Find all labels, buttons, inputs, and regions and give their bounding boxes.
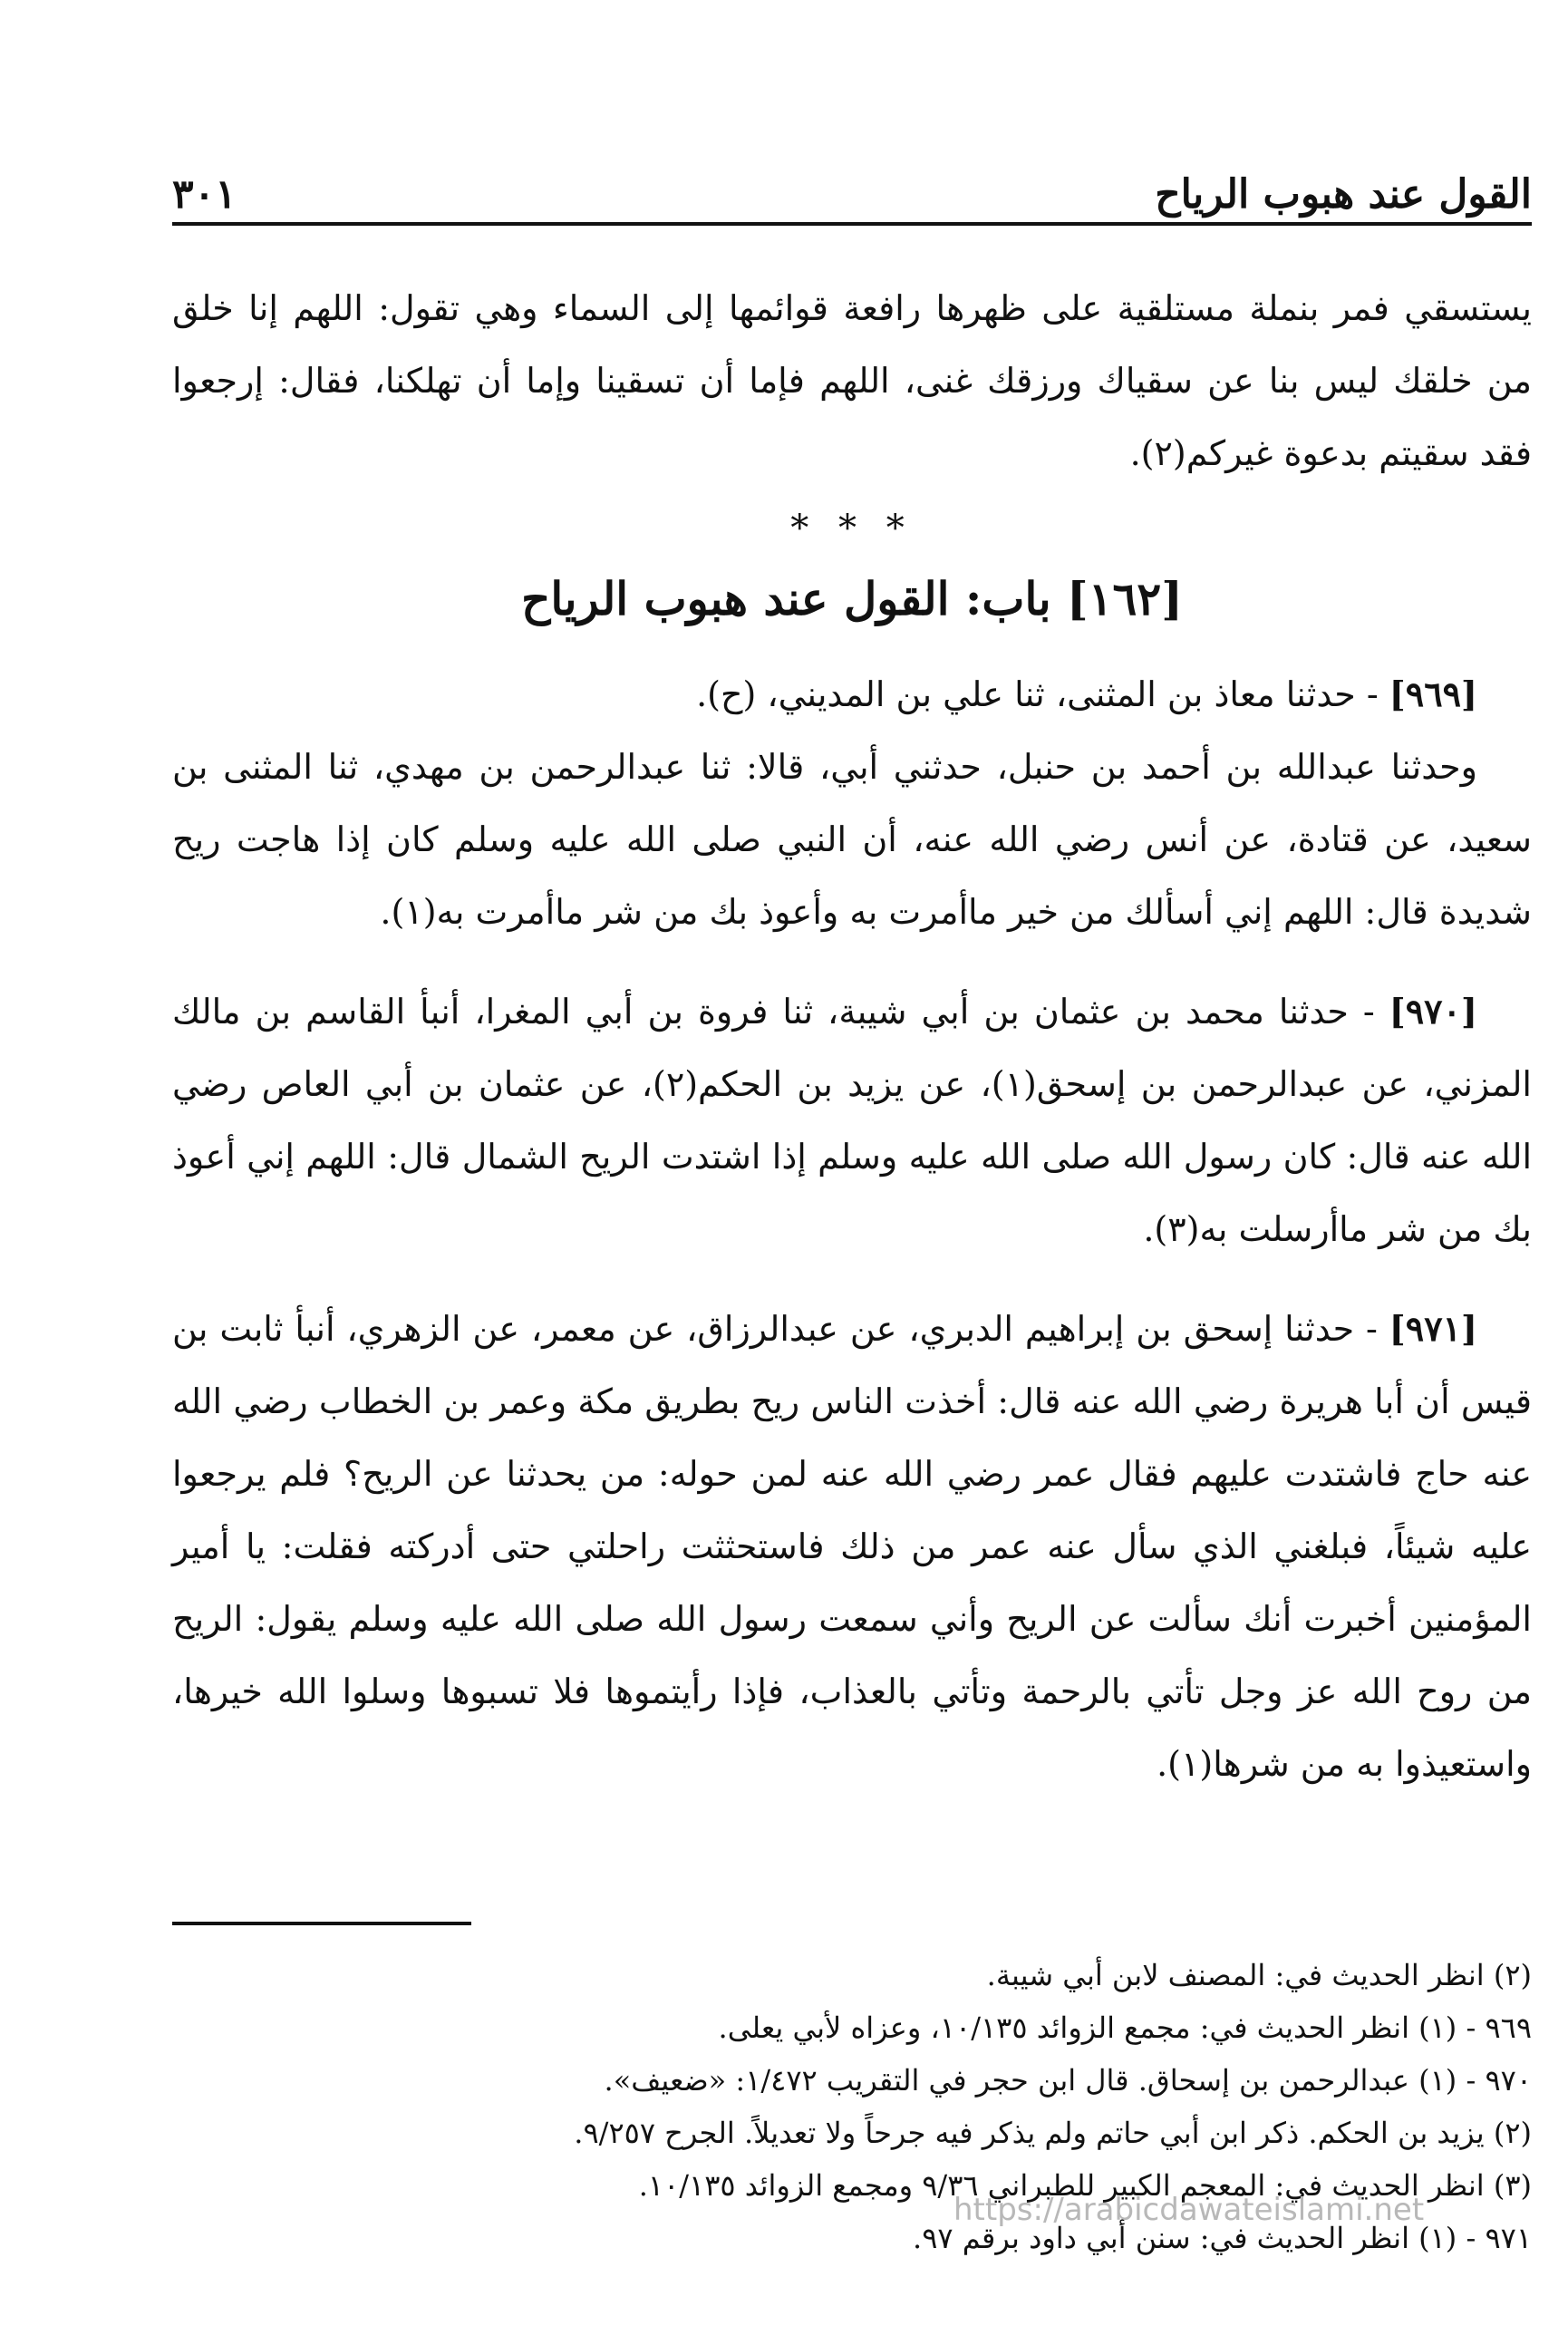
hadith-number: [٩٧٠] — [1389, 991, 1477, 1032]
chapter-heading: [١٦٢] باب: القول عند هبوب الرياح — [521, 572, 1183, 625]
intro-paragraph: يستسقي فمر بنملة مستلقية على ظهرها رافعة قوائمها إلى السماء وهي تقول: اللهم إنا خلق من خلقك ليس بنا عن سقياك ورزقك غنى، اللهم فإما أن تسقينا وإما أن تهلكنا، فقال: إرجعوا فقد سقيتم بدعوة غيركم(٢). — [172, 288, 1532, 473]
hadith-text: - حدثنا محمد بن عثمان بن أبي شيبة، ثنا فروة بن أبي المغرا، أنبأ القاسم بن مالك المزني، عن عبدالرحمن بن إسحق(١)، عن يزيد بن الحكم(٢)، عن عثمان بن أبي العاص رضي الله عنه قال: كان رسول الله صلى الله عليه وسلم إذا اشتدت الريح الشمال قال: اللهم إني أعوذ بك من شر ماأرسلت به(٣). — [172, 992, 1532, 1249]
hadith-text: - حدثنا إسحق بن إبراهيم الدبري، عن عبدالرزاق، عن معمر، عن الزهري، أنبأ ثابت بن قيس أن أبا هريرة رضي الله عنه قال: أخذت الناس ريح بطريق مكة وعمر بن الخطاب رضي الله عنه حاج فاشتدت عليهم فقال عمر رضي الله عنه لمن حوله: من يحدثنا عن الريح؟ فلم يرجعوا عليه شيئاً، فبلغني الذي سأل عنه عمر من ذلك فاستحثثت راحلتي حتى أدركته فقلت: يا أمير المؤمنين أخبرت أنك سألت عن الريح وأني سمعت رسول الله صلى الله عليه وسلم يقول: الريح من روح الله عز وجل تأتي بالرحمة وتأتي بالعذاب، فإذا رأيتموها فلا تسبوها وسلوا الله خيرها، واستعيذوا به من شرها(١). — [172, 1309, 1532, 1784]
hadith-text: - حدثنا معاذ بن المثنى، ثنا علي بن المديني، (ح). — [696, 674, 1379, 714]
book-page — [172, 136, 1532, 2302]
footnote: ٩٧٠ - (١) عبدالرحمن بن إسحاق. قال ابن حجر في التقريب ١/٤٧٢: «ضعيف». — [604, 2063, 1532, 2098]
footnote: (٣) انظر الحديث في: المعجم الكبير للطبراني ٩/٣٦ ومجمع الزوائد ١٠/١٣٥. — [638, 2168, 1532, 2203]
hadith-971 — [172, 1293, 1532, 1800]
footnote-rule — [172, 1922, 471, 1925]
hadith-number: [٩٧١] — [1389, 1308, 1477, 1349]
header-rule — [172, 222, 1532, 226]
section-separator: * * * — [790, 508, 914, 549]
footnote: (٢) يزيد بن الحكم. ذكر ابن أبي حاتم ولم يذكر فيه جرحاً ولا تعديلاً. الجرح ٩/٢٥٧. — [574, 2116, 1532, 2150]
footnote: (٢) انظر الحديث في: المصنف لابن أبي شيبة. — [986, 1958, 1532, 1992]
footnote: ٩٧١ - (١) انظر الحديث في: سنن أبي داود برقم ٩٧. — [913, 2221, 1532, 2255]
hadith-970 — [172, 975, 1532, 1265]
main-text — [172, 272, 1532, 1800]
watermark-url: https://arabicdawateislami.net — [953, 2192, 1425, 2228]
hadith-969-intro — [172, 658, 1532, 731]
hadith-969-text: وحدثنا عبدالله بن أحمد بن حنبل، حدثني أبي، قالا: ثنا عبدالرحمن بن مهدي، ثنا المثنى بن سعيد، عن قتادة، عن أنس رضي الله عنه، أن النبي صلى الله عليه وسلم كان إذا هاجت ريح شديدة قال: اللهم إني أسألك من خير ماأمرت به وأعوذ بك من شر ماأمرت به(١). — [172, 747, 1532, 932]
running-header — [172, 154, 1532, 218]
header-title: القول عند هبوب الرياح — [1155, 171, 1532, 218]
page-number: ٣٠١ — [172, 171, 237, 218]
footnote: ٩٦٩ - (١) انظر الحديث في: مجمع الزوائد ١٠/١٣٥، وعزاه لأبي يعلى. — [718, 2010, 1532, 2045]
hadith-number: [٩٦٩] — [1389, 673, 1477, 714]
